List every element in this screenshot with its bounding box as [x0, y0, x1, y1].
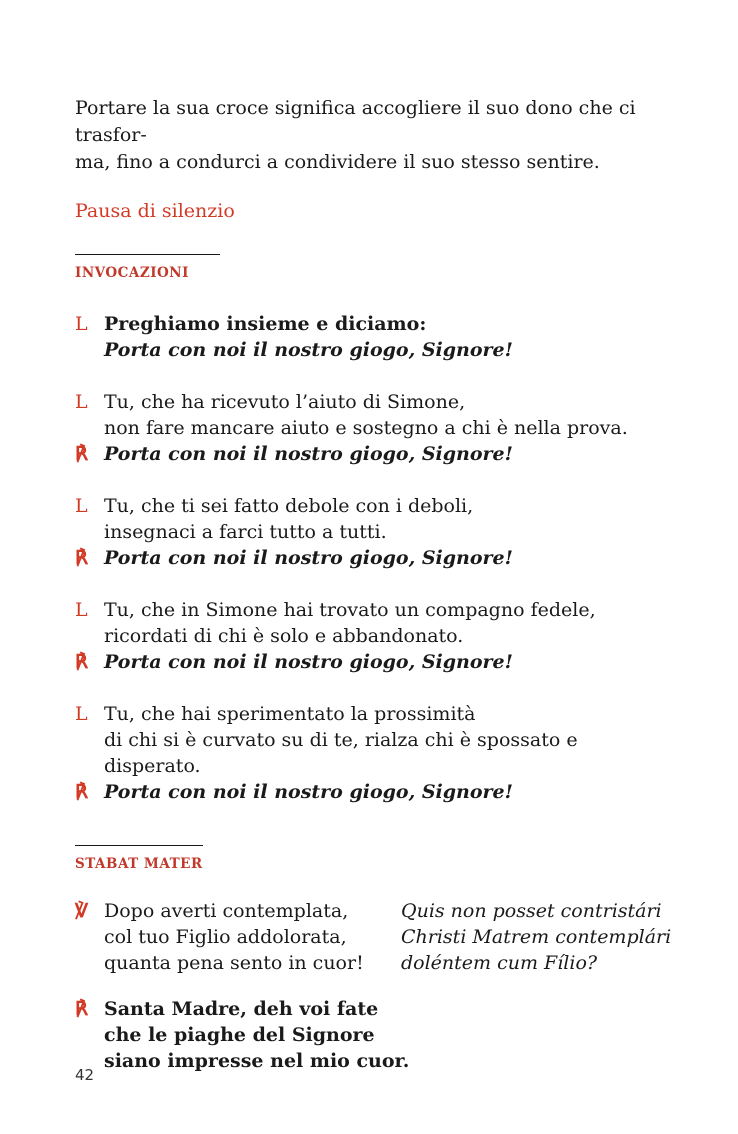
response-marker: ℟ [75, 998, 88, 1020]
invocation-item [75, 597, 675, 675]
invocation-line: Tu, che in Simone hai trovato un compagno fedele, [104, 599, 596, 621]
pause-rubric: Pausa di silenzio [75, 200, 235, 222]
latin-line: Christi Matrem contemplári [401, 926, 672, 948]
section-divider [75, 845, 203, 846]
lector-marker: L [75, 313, 88, 335]
invocation-line: ricordati di chi è solo e abbandonato. [104, 625, 464, 647]
invocation-line: Tu, che hai sperimentato la prossimità [104, 703, 476, 725]
invocation-item [75, 493, 675, 571]
stabat-verse [75, 898, 675, 976]
response-line: che le piaghe del Signore [104, 1024, 375, 1046]
invocation-line: non fare mancare aiuto e sostegno a chi è nella prova. [104, 417, 628, 439]
invocation-item [75, 701, 675, 805]
invocation-line: insegnaci a farci tutto a tutti. [104, 521, 387, 543]
section-title-stabat: STABAT MATER [75, 856, 203, 872]
verse-line: col tuo Figlio addolorata, [104, 926, 347, 948]
latin-verse [401, 898, 671, 976]
intro-line-1: Portare la sua croce significa accogliere il suo dono che ci trasfor- [75, 97, 636, 146]
verse-line: quanta pena sento in cuor! [104, 952, 364, 974]
invocation-response: Porta con noi il nostro giogo, Signore! [104, 781, 513, 803]
invocation-lead [75, 311, 675, 363]
invocation-item [75, 389, 675, 467]
latin-line: Quis non posset contristári [401, 900, 662, 922]
page-content [75, 95, 675, 1074]
verse-line: Dopo averti contemplata, [104, 900, 349, 922]
intro-paragraph [75, 95, 675, 176]
lector-marker: L [75, 599, 88, 621]
section-title-invocations: INVOCAZIONI [75, 265, 189, 281]
intro-line-2: ma, fino a condurci a condividere il suo stesso sentire. [75, 151, 600, 173]
lector-marker: L [75, 495, 88, 517]
verse-marker: ℣ [75, 900, 88, 922]
invocation-response: Porta con noi il nostro giogo, Signore! [104, 547, 513, 569]
section-divider [75, 254, 220, 255]
lector-marker: L [75, 391, 88, 413]
stabat-response [75, 996, 675, 1074]
invocation-lead-line: Preghiamo insieme e diciamo: [104, 313, 427, 335]
response-marker: ℟ [75, 443, 88, 465]
latin-line: doléntem cum Fílio? [401, 952, 598, 974]
invocation-refrain: Porta con noi il nostro giogo, Signore! [104, 339, 513, 361]
invocation-line: di chi si è curvato su di te, rialza chi è spossato e disperato. [104, 729, 578, 777]
response-line: Santa Madre, deh voi fate [104, 998, 379, 1020]
response-marker: ℟ [75, 651, 88, 673]
invocation-line: Tu, che ha ricevuto l’aiuto di Simone, [104, 391, 466, 413]
invocation-line: Tu, che ti sei fatto debole con i deboli, [104, 495, 474, 517]
invocation-response: Porta con noi il nostro giogo, Signore! [104, 651, 513, 673]
invocation-response: Porta con noi il nostro giogo, Signore! [104, 443, 513, 465]
lector-marker: L [75, 703, 88, 725]
response-line: siano impresse nel mio cuor. [104, 1050, 410, 1072]
page-number: 42 [75, 1066, 95, 1084]
invocations-list [75, 311, 675, 805]
response-marker: ℟ [75, 781, 88, 803]
response-marker: ℟ [75, 547, 88, 569]
